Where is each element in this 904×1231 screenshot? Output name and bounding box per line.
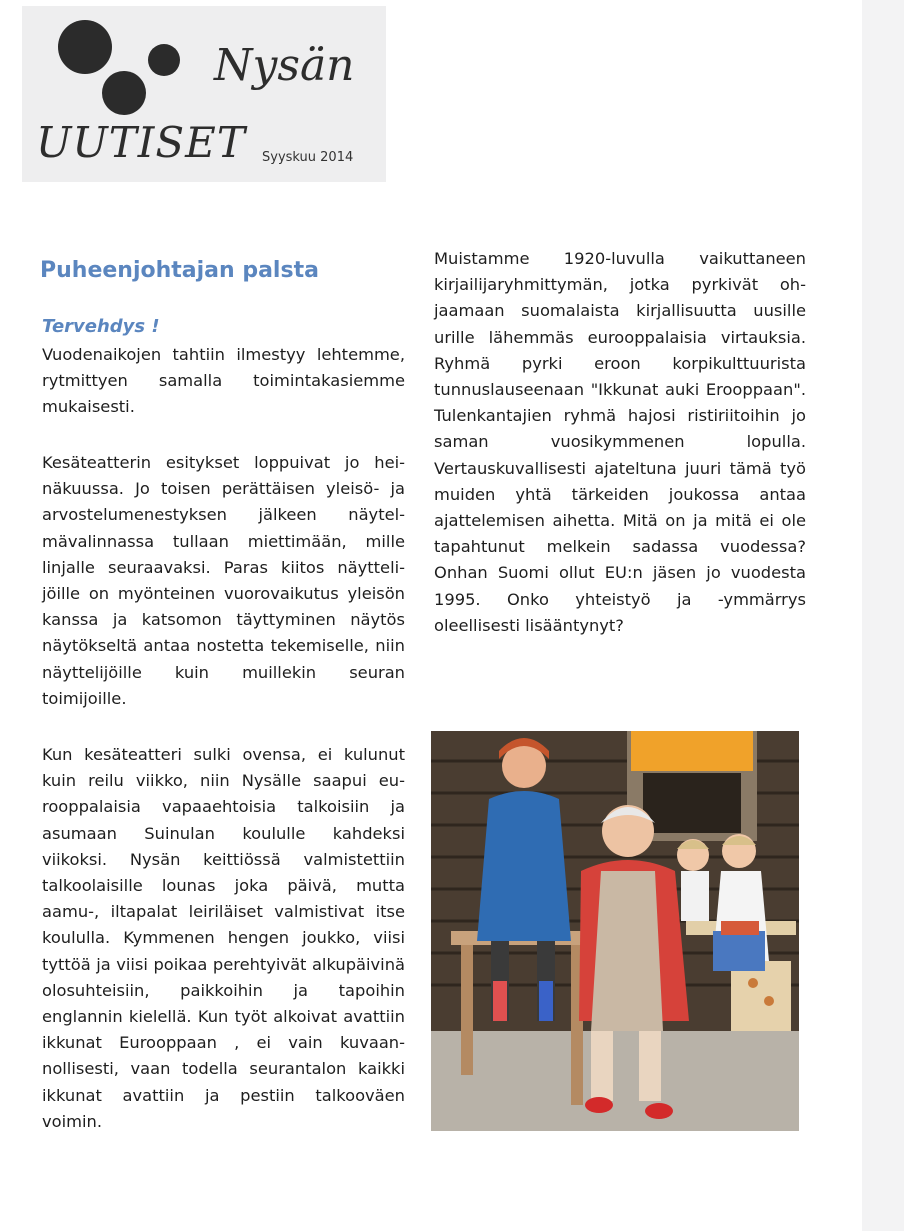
paragraph-text: Muistamme 1920-luvulla vaikuttaneen kirjailijaryhmittymän, jotka pyrkivät ohjaamaan suomalaista kirjallisuutta uusille urille lähemmäs eurooppalaisia virtauksia. Ryhmä pyrki eroon korpikulttuurista tunnuslauseenaan "Ikkunat auki Erooppaan". Tulenkantajien ryhmä hajosi ristiriitoihin jo saman vuosikymmenen lopulla. Vertauskuvallisesti ajateltuna juuri tämä työ muiden yhtä tärkeiden joukossa antaa ajattelemisen aihetta. Mitä on ja mitä ei ole tapahtunut melkein sadassa vuodessa? Onhan Suomi ollut EU:n jäsen jo vuodesta 1995. Onko yhteistyö ja -ymmärrys oleellisesti lisääntynyt? bbox=[434, 249, 806, 635]
paragraph bbox=[42, 342, 405, 421]
logo-dot bbox=[148, 44, 180, 76]
logo-dot bbox=[102, 71, 146, 115]
paragraph bbox=[434, 246, 806, 639]
brand-top: Nysän bbox=[214, 40, 355, 91]
paragraph-text: Kun kesäteatteri sulki ovensa, ei kulunut kuin reilu viikko, niin Nysälle saapui eurooppalaisia vapaaehtoisia talkoisiin ja asumaan Suinulan koululle kahdeksi viikoksi. Nysän keittiössä valmistettiin talkoolaisille lounas joka päivä, mutta aamu-, iltapalat leiriläiset valmistivat itse koululla. Kymmenen hengen joukko, viisi tyttöä ja viisi poikaa perehtyivät alkupäivinä olosuhteisiin, paikkoihin ja tapoihin englannin kielellä. Kun työt alkoivat avattiin ikkunat Eurooppaan , ei vain kuvaannollisesti, vaan todella seurantalon kaikki ikkunat avattiin ja pestiin talkooväen voimin. bbox=[42, 745, 405, 1131]
brand-main: UUTISET bbox=[36, 118, 246, 167]
logo-dot bbox=[58, 20, 112, 74]
article-heading: Puheenjohtajan palsta bbox=[40, 258, 319, 283]
article-photo bbox=[431, 731, 799, 1131]
paragraph-text: Vuodenaikojen tahtiin ilmestyy lehtemme, rytmittyen samalla toimintakasiemme mukaisesti. bbox=[42, 345, 405, 417]
paragraph bbox=[42, 742, 405, 1135]
page-edge bbox=[862, 0, 904, 1231]
article-greeting: Tervehdys ! bbox=[42, 316, 160, 337]
paragraph-text: Kesäteatterin esitykset loppuivat jo heinäkuussa. Jo toisen perättäisen yleisö- ja arvostelumenestyksen jälkeen näytelmävalinnassa tullaan miettimään, mille linjalle seuraavaksi. Paras kiitos näyttelijöille on myönteinen vuorovaikutus yleisön kanssa ja katsomon täyttyminen näytös näytökseltä antaa nostetta tekemiselle, niin näyttelijöille kuin muillekin seuran toimijoille. bbox=[42, 453, 405, 708]
paragraph bbox=[42, 450, 405, 712]
issue-date: Syyskuu 2014 bbox=[262, 150, 354, 165]
masthead bbox=[22, 6, 386, 182]
